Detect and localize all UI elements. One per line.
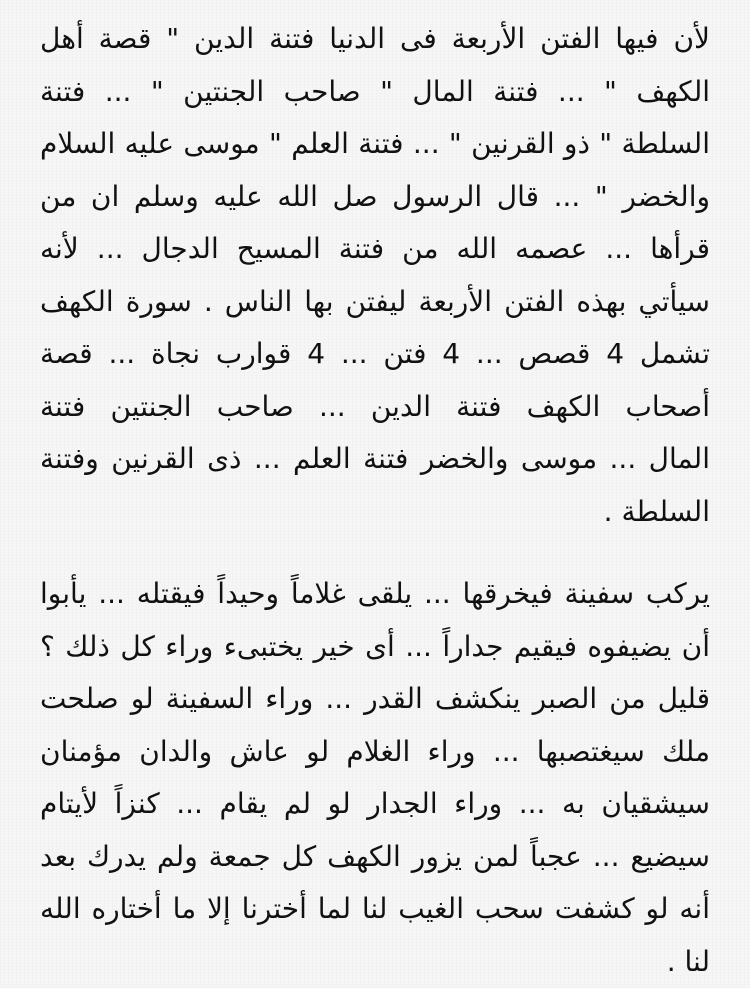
text-line: قليل من الصبر ينكشف القدر ... وراء السفينة لو صلحت [40, 682, 710, 715]
text-line: السلطة " ذو القرنين " ... فتنة العلم " موسى عليه السلام [40, 127, 710, 160]
text-line: أصحاب الكهف فتنة الدين ... صاحب الجنتين فتنة [40, 389, 710, 423]
text-line: سيأتي بهذه الفتن الأربعة ليفتن بها الناس . سورة الكهف [40, 284, 710, 318]
text-line: قرأها ... عصمه الله من فتنة المسيح الدجال ... لأنه [40, 232, 710, 265]
text-line: تشمل 4 قصص ... 4 فتن ... 4 قوارب نجاة ... قصة [40, 337, 710, 370]
text-line: أن يضيفوه فيقيم جداراً ... أى خير يختبىء وراء كل ذلك ؟ [40, 629, 710, 663]
text-line: أنه لو كشفت سحب الغيب لنا لما أخترنا إلا ما أختاره الله [40, 892, 710, 925]
text-line: لنا . [666, 944, 710, 978]
text-line: سيشقيان به ... وراء الجدار لو لم يقام ... كنزاً لأيتام [40, 787, 710, 820]
text-line: السلطة . [603, 494, 710, 528]
text-line: سيضيع ... عجباً لمن يزور الكهف كل جمعة ولم يدرك بعد [40, 839, 710, 873]
paragraph-2 [40, 568, 710, 988]
text-line: لأن فيها الفتن الأربعة فى الدنيا فتنة الدين " قصة أهل [40, 22, 710, 55]
text-line: المال ... موسى والخضر فتنة العلم ... ذى القرنين وفتنة [40, 442, 710, 475]
text-line: والخضر " ... قال الرسول صل الله عليه وسلم ان من [40, 179, 710, 213]
paragraph-1 [40, 13, 710, 538]
text-line: الكهف " ... فتنة المال " صاحب الجنتين " ... فتنة [40, 74, 710, 108]
text-line: يركب سفينة فيخرقها ... يلقى غلاماً وحيداً فيقتله ... يأبوا [40, 577, 710, 610]
text-line: ملك سيغتصبها ... وراء الغلام لو عاش والدان مؤمنان [40, 734, 710, 768]
